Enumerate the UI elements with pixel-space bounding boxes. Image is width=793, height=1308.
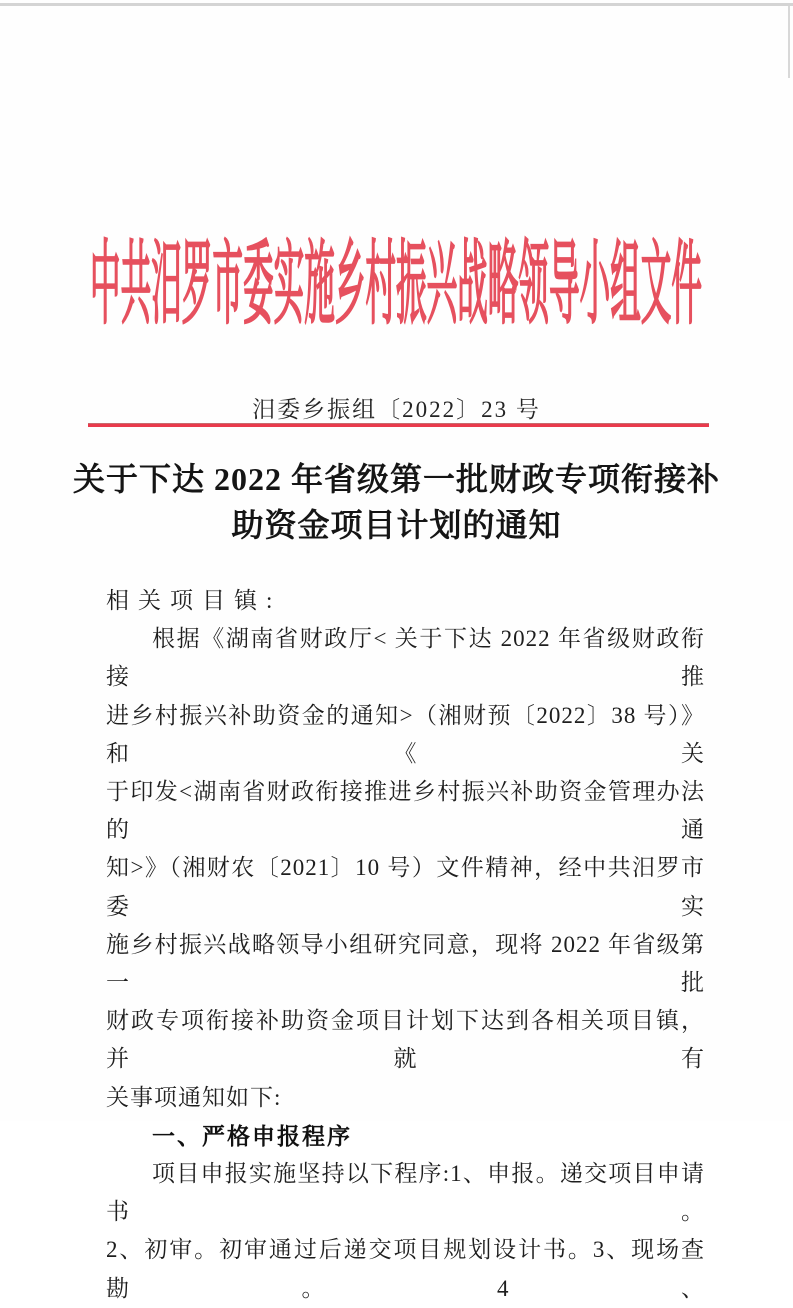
body-line: 关事项通知如下: xyxy=(106,1084,282,1110)
scan-top-edge xyxy=(0,3,793,6)
red-divider-line xyxy=(88,423,709,427)
document-title xyxy=(0,456,793,548)
body-line: 项目申报实施坚持以下程序:1、申报。递交项目申请书。 xyxy=(106,1161,705,1225)
body-line: 相关项目镇: xyxy=(106,588,282,613)
body-line: 根据《湖南省财政厅< 关于下达 2022 年省级财政衔接推 xyxy=(106,626,705,690)
document-title-line1: 关于下达 2022 年省级第一批财政专项衔接补 xyxy=(72,461,720,497)
body-line: 施乡村振兴战略领导小组研究同意，现将 2022 年省级第一批 xyxy=(106,931,705,996)
document-masthead xyxy=(0,232,793,336)
body-line: 一、严格申报程序 xyxy=(152,1122,352,1149)
body-line: 进乡村振兴补助资金的通知>（湘财预〔2022〕38 号）》和《关 xyxy=(106,702,705,766)
scan-right-edge xyxy=(788,6,790,78)
body-line: 财政专项衔接补助资金项目计划下达到各相关项目镇，并就有 xyxy=(106,1008,705,1072)
document-body xyxy=(106,582,705,1308)
body-line: 2、初审。初审通过后递交项目规划设计书。3、现场查勘。4、 xyxy=(106,1237,705,1301)
issuing-authority-title: 中共汨罗市委实施乡村振兴战略领导小组文件 xyxy=(90,233,703,336)
document-title-line2: 助资金项目计划的通知 xyxy=(231,507,562,543)
body-line: 知>》（湘财农〔2021〕10 号）文件精神，经中共汨罗市委实 xyxy=(106,855,705,919)
document-number: 汨委乡振组〔2022〕23 号 xyxy=(252,397,541,422)
body-line: 于印发<湖南省财政衔接推进乡村振兴补助资金管理办法的通 xyxy=(106,779,705,843)
